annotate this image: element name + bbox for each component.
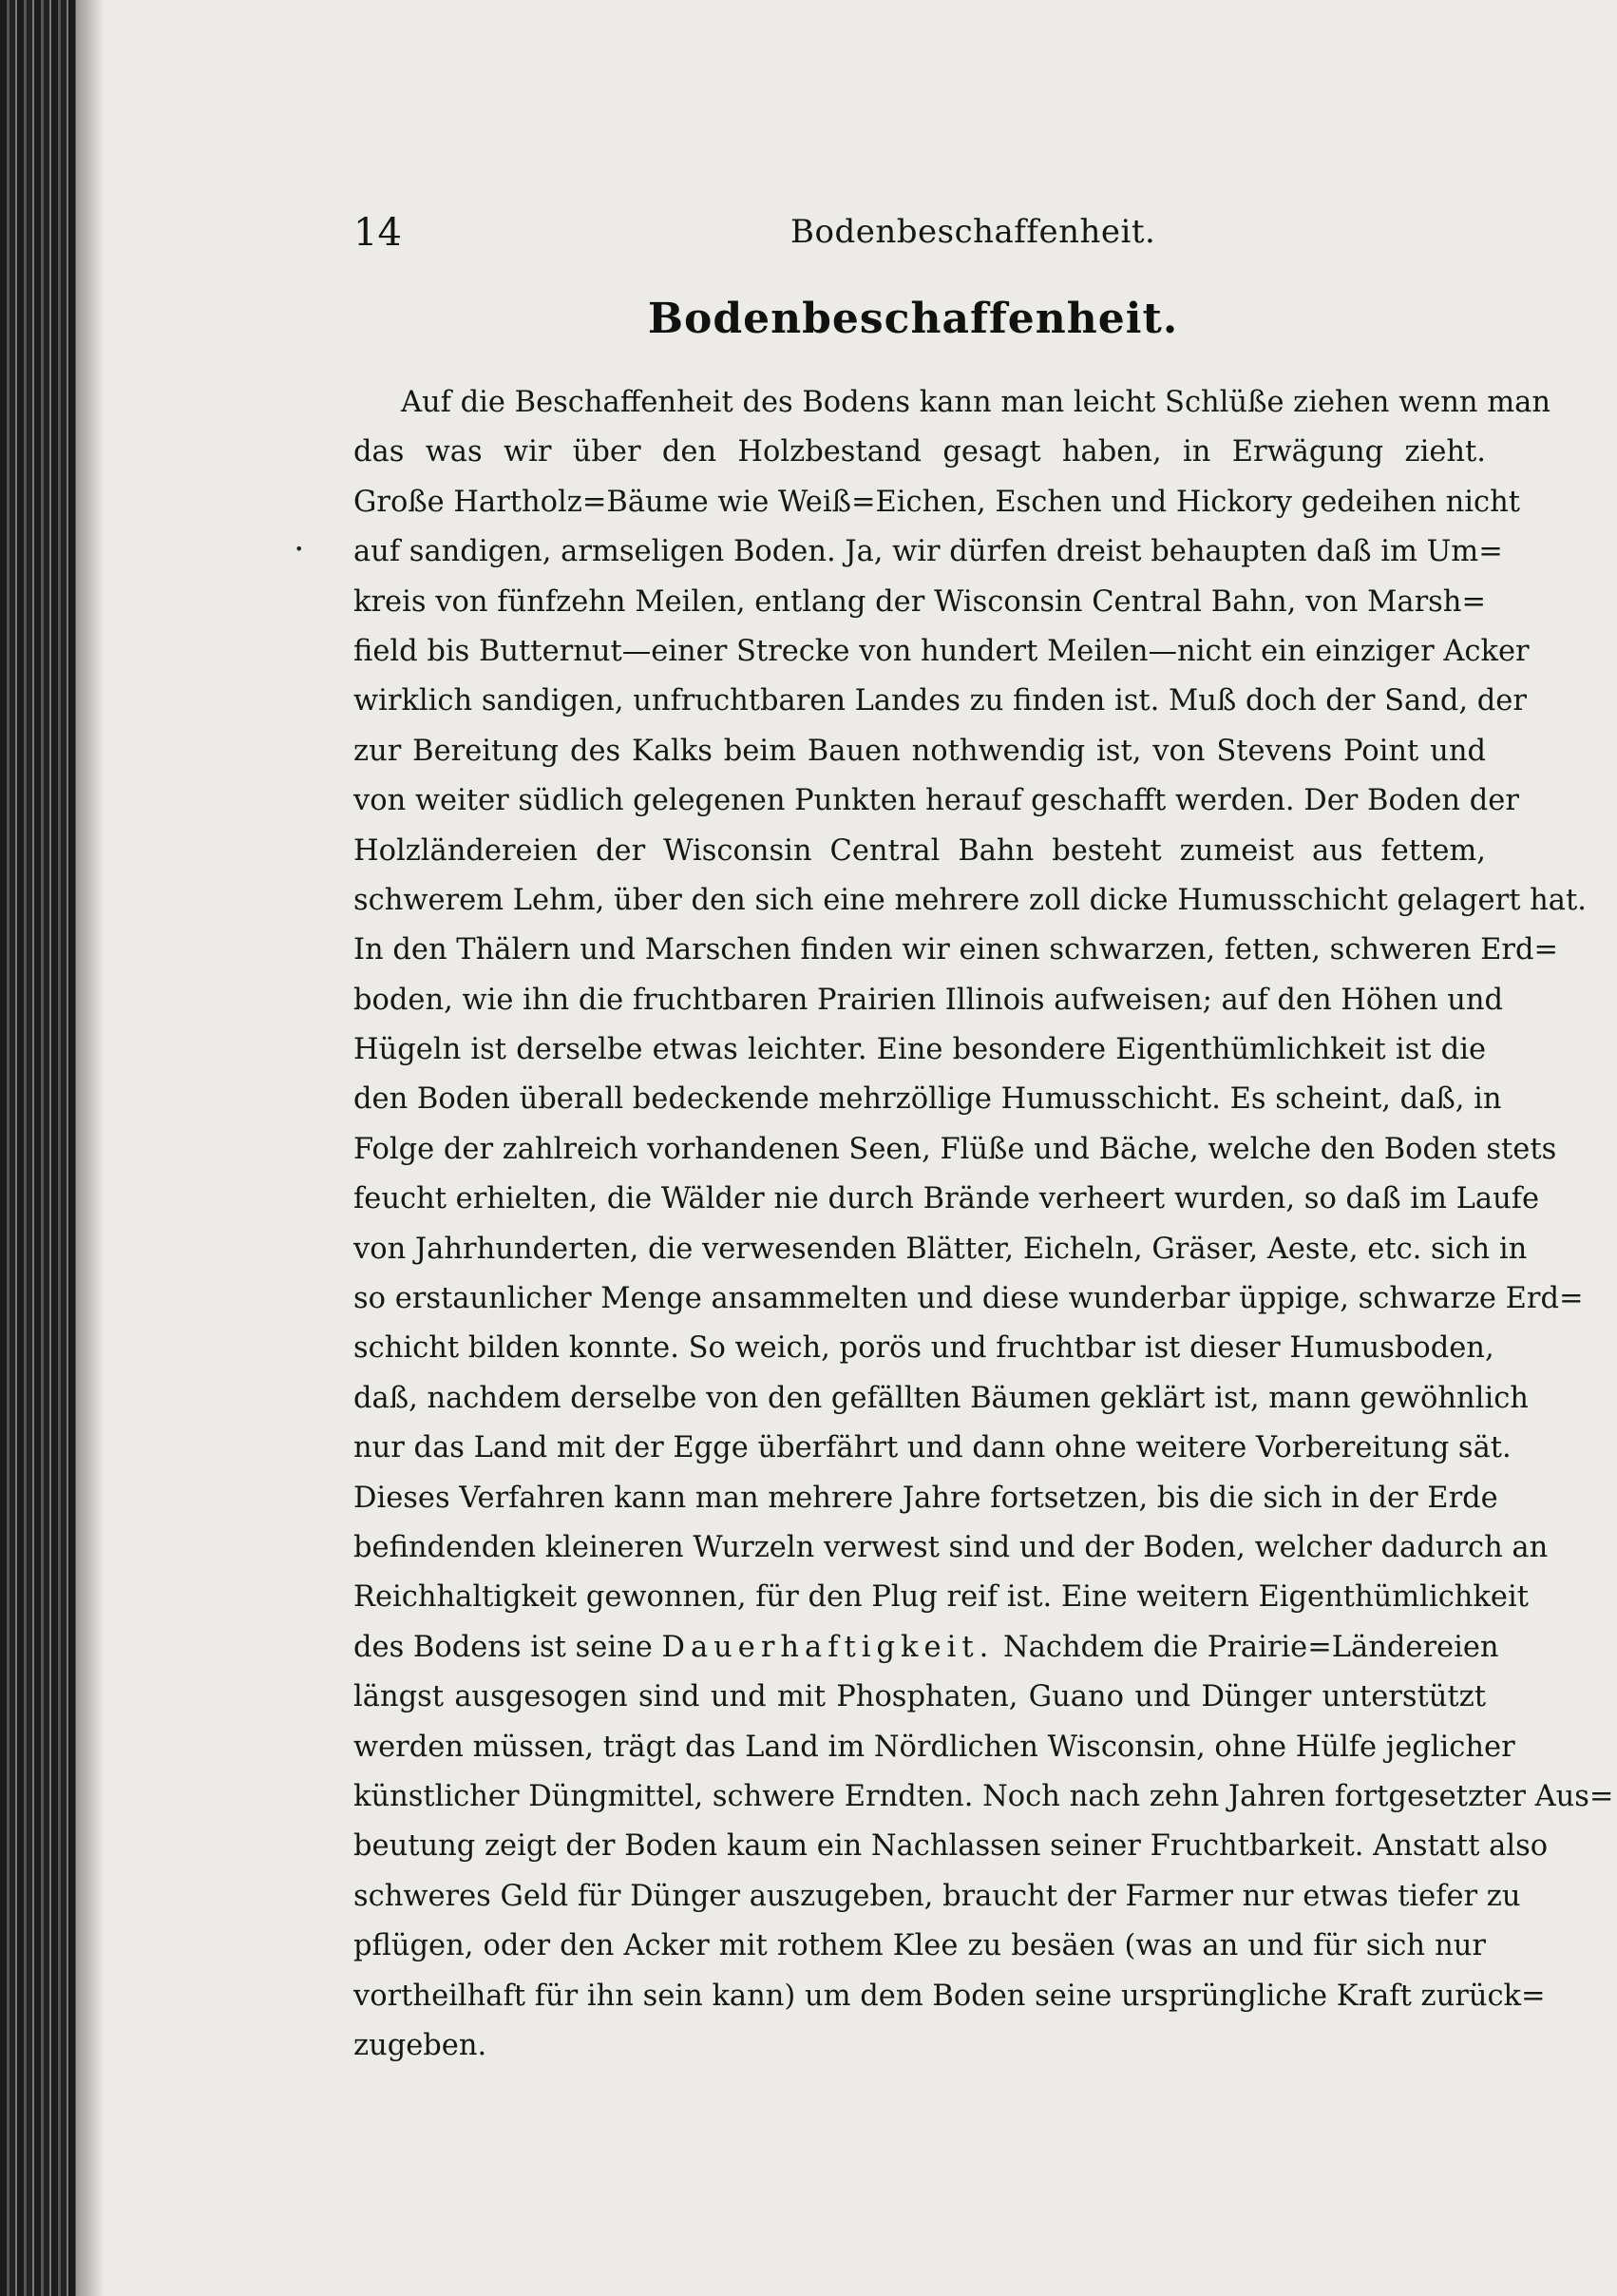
text-segment: Nachdem die Prairie=Ländereien — [1003, 1630, 1499, 1664]
text-line: Dieses Verfahren kann man mehrere Jahre fortsetzen, bis die sich in der Erde — [353, 1481, 1498, 1515]
text-line: field bis Butternut—einer Strecke von hundert Meilen—nicht ein einziger Acker — [353, 634, 1530, 668]
page-number: 14 — [353, 211, 402, 255]
text-line: Große Hartholz=Bäume wie Weiß=Eichen, Eschen und Hickory gedeihen nicht — [353, 485, 1520, 519]
text-line: so erstaunlicher Menge ansammelten und diese wunderbar üppige, schwarze Erd= — [353, 1282, 1584, 1316]
text-line: daß, nachdem derselbe von den gefällten Bäumen geklärt ist, mann gewöhnlich — [353, 1381, 1529, 1415]
text-segment: des Bodens ist seine — [353, 1630, 653, 1664]
text-line: längst ausgesogen sind und mit Phosphaten, Guano und Dünger unterstützt — [353, 1680, 1486, 1714]
text-line: befindenden kleineren Wurzeln verwest sind und der Boden, welcher dadurch an — [353, 1530, 1549, 1564]
page-header — [353, 211, 1473, 258]
text-line: den Boden überall bedeckende mehrzöllige Humusschicht. Es scheint, daß, in — [353, 1082, 1502, 1117]
emphasized-word: Dauerhaftigkeit. — [661, 1630, 995, 1664]
text-line-with-emphasis — [353, 1623, 1499, 1673]
page-binding-edge — [0, 0, 76, 2296]
text-line: werden müssen, trägt das Land im Nördlichen Wisconsin, ohne Hülfe jeglicher — [353, 1730, 1515, 1764]
text-line: Auf die Beschaffenheit des Bodens kann man leicht Schlüße ziehen wenn man — [401, 386, 1550, 419]
text-line: pflügen, oder den Acker mit rothem Klee zu besäen (was an und für sich nur — [353, 1929, 1486, 1963]
text-line: nur das Land mit der Egge überfährt und dann ohne weitere Vorbereitung sät. — [353, 1431, 1512, 1465]
text-line: zur Bereitung des Kalks beim Bauen nothwendig ist, von Stevens Point und — [353, 734, 1486, 768]
text-line: In den Thälern und Marschen finden wir einen schwarzen, fetten, schweren Erd= — [353, 933, 1559, 967]
text-line: von weiter südlich gelegenen Punkten herauf geschafft werden. Der Boden der — [353, 784, 1519, 818]
text-line: schicht bilden konnte. So weich, porös und fruchtbar ist dieser Humusboden, — [353, 1331, 1494, 1366]
text-line: wirklich sandigen, unfruchtbaren Landes zu finden ist. Muß doch der Sand, der — [353, 684, 1527, 718]
text-line: beutung zeigt der Boden kaum ein Nachlassen seiner Fruchtbarkeit. Anstatt also — [353, 1829, 1549, 1864]
text-line: vortheilhaft für ihn sein kann) um dem Boden seine ursprüngliche Kraft zurück= — [353, 1979, 1546, 2013]
text-line: Folge der zahlreich vorhandenen Seen, Flüße und Bäche, welche den Boden stets — [353, 1132, 1557, 1166]
body-paragraph — [353, 378, 1614, 2071]
section-title: Bodenbeschaffenheit. — [647, 295, 1179, 343]
margin-dot-mark: • — [295, 540, 304, 558]
text-line: Holzländereien der Wisconsin Central Bahn besteht zumeist aus fettem, — [353, 833, 1486, 868]
text-line: künstlicher Düngmittel, schwere Erndten. Noch nach zehn Jahren fortgesetzter Aus= — [353, 1779, 1614, 1813]
text-line: Hügeln ist derselbe etwas leichter. Eine besondere Eigenthümlichkeit ist die — [353, 1033, 1486, 1067]
text-line: kreis von fünfzehn Meilen, entlang der Wisconsin Central Bahn, von Marsh= — [353, 584, 1486, 619]
text-line: schweres Geld für Dünger auszugeben, braucht der Farmer nur etwas tiefer zu — [353, 1879, 1521, 1913]
text-line: Reichhaltigkeit gewonnen, für den Plug reif ist. Eine weitern Eigenthümlichkeit — [353, 1580, 1529, 1615]
text-line: auf sandigen, armseligen Boden. Ja, wir dürfen dreist behaupten daß im Um= — [353, 535, 1503, 569]
running-head: Bodenbeschaffenheit. — [790, 213, 1156, 251]
binding-shadow — [76, 0, 105, 2296]
text-line: zugeben. — [353, 2028, 487, 2062]
text-line: schwerem Lehm, über den sich eine mehrere zoll dicke Humusschicht gelagert hat. — [353, 883, 1587, 917]
text-line: das was wir über den Holzbestand gesagt haben, in Erwägung zieht. — [353, 435, 1486, 469]
text-line: boden, wie ihn die fruchtbaren Prairien Illinois aufweisen; auf den Höhen und — [353, 983, 1504, 1017]
text-line: von Jahrhunderten, die verwesenden Blätter, Eicheln, Gräser, Aeste, etc. sich in — [353, 1232, 1528, 1266]
text-line: feucht erhielten, die Wälder nie durch Brände verheert wurden, so daß im Laufe — [353, 1182, 1540, 1216]
